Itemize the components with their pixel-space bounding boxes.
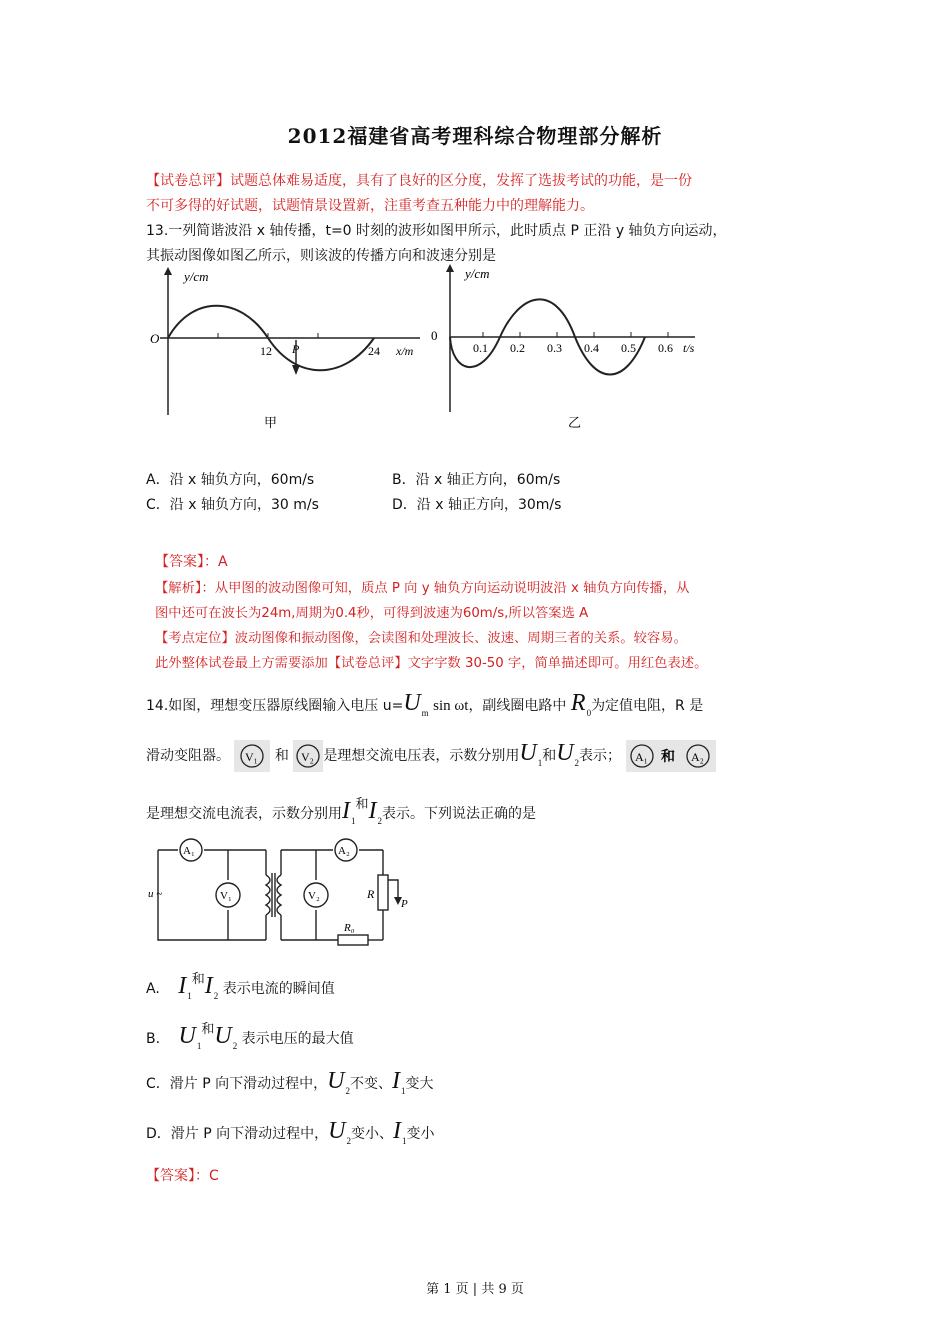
q13-stem-1: 13.一列简谐波沿 x 轴传播，t=0 时刻的波形如图甲所示，此时质点 P 正沿 y 轴负方向运动，: [146, 223, 727, 239]
wave-xunit: x/m: [396, 344, 414, 358]
summary-line-1: 【试卷总评】试题总体难易适度，具有了良好的区分度，发挥了选拔考试的功能，是一份: [146, 173, 692, 189]
wave-caption: 甲: [264, 415, 278, 430]
q14-option-d: D．滑片 P 向下滑动过程中，$U_2$变小、$I_1$变小: [146, 1118, 435, 1146]
u2-symbol: $U_2$: [556, 740, 580, 768]
q14-answer: 【答案】：C: [146, 1168, 219, 1184]
wave-tick-12: 12: [260, 344, 272, 358]
q14-option-c: C．滑片 P 向下滑动过程中，$U_2$不变、$I_1$变大: [146, 1068, 434, 1096]
wave-point-p: P: [292, 342, 300, 356]
q14-stem-1: 14.如图，理想变压器原线圈输入电压 $u=U_m$ sin ωt，副线圈电路中 $R_0$为定值电阻，R 是: [146, 690, 704, 718]
vib-tick-3: 0.3: [547, 341, 562, 355]
q13-option-c: C．沿 x 轴负方向，30 m/s: [146, 497, 319, 513]
q13-option-a: A．沿 x 轴负方向，60m/s: [146, 472, 315, 488]
page-footer: 第 1 页 | 共 9 页: [426, 1282, 524, 1297]
wave-origin: O: [150, 331, 160, 346]
voltmeter-v1-icon: [234, 740, 270, 772]
i1-symbol: $I_1$: [342, 798, 356, 826]
q14-option-b: B. $U_1$和$U_2$ 表示电压的最大值: [146, 1022, 354, 1051]
q13-stem-2: 其振动图像如图乙所示，则该波的传播方向和波速分别是: [146, 248, 496, 264]
summary-line-2: 不可多得的好试题，试题情景设置新，注重考查五种能力中的理解能力。: [146, 198, 594, 214]
circuit-v1: V₁: [220, 890, 232, 902]
circuit-v2: V₂: [308, 890, 320, 902]
q14-stem-2: 滑动变阻器。 V₁ 和 V₂ 是理想交流电压表，示数分别用$U_1$和$U_2$表示； A₁ 和 A₂: [146, 740, 716, 772]
q13-answer: 【答案】：A: [155, 554, 228, 570]
vib-origin: 0: [431, 328, 438, 343]
i2-symbol: $I_2$: [368, 798, 383, 826]
vib-ylabel: y/cm: [465, 266, 490, 281]
q13-key-point-2: 此外整体试卷最上方需要添加【试卷总评】文字字数 30-50 字，简单描述即可。用红色表述。: [155, 656, 708, 671]
vibration-graph: [425, 262, 705, 437]
sin-wt: sin ωt: [433, 698, 469, 714]
wave-ylabel: y/cm: [184, 269, 209, 284]
vib-caption: 乙: [568, 415, 582, 430]
svg-text:A₂: A₂: [690, 750, 704, 764]
q13-option-d: D．沿 x 轴正方向，30m/s: [392, 497, 562, 513]
vib-tick-2: 0.2: [510, 341, 525, 355]
q13-analysis-1: 【解析】：从甲图的波动图像可知，质点 P 向 y 轴负方向运动说明波沿 x 轴负方向传播，从: [155, 581, 690, 596]
ammeters-a1-a2-icon: [626, 740, 716, 772]
svg-text:A₁: A₁: [634, 750, 648, 764]
wave-tick-24: 24: [368, 344, 380, 358]
circuit-p: P: [401, 898, 408, 910]
vib-tick-5: 0.5: [621, 341, 636, 355]
circuit-r: R: [367, 887, 375, 901]
r0-symbol: $R_0$: [570, 690, 592, 718]
circuit-a1: A₁: [183, 845, 195, 857]
vib-tick-4: 0.4: [584, 341, 599, 355]
q14-stem-3: 是理想交流电流表，示数分别用$I_1$和$I_2$表示。下列说法正确的是: [146, 797, 537, 826]
svg-text:V₂: V₂: [301, 750, 315, 764]
wave-graph: [140, 265, 430, 435]
circuit-a2: A₂: [338, 845, 350, 857]
transformer-circuit: [148, 835, 413, 950]
page-title: 2012福建省高考理科综合物理部分解析: [287, 124, 663, 148]
q13-analysis-2: 图中还可在波长为24m,周期为0.4秒，可得到波速为60m/s,所以答案选 A: [155, 606, 589, 621]
svg-text:V₁: V₁: [245, 750, 259, 764]
circuit-u: u ~: [148, 888, 163, 900]
svg-text:和: 和: [660, 750, 675, 765]
vib-tick-1: 0.1: [473, 341, 488, 355]
u1-symbol: $U_1$: [519, 740, 543, 768]
q13-key-point-1: 【考点定位】波动图像和振动图像，会读图和处理波长、波速、周期三者的关系。较容易。: [155, 631, 687, 646]
um-symbol: $U_m$: [403, 690, 429, 718]
voltmeter-v2-icon: [293, 740, 323, 772]
vib-tick-6: 0.6: [658, 341, 673, 355]
q14-option-a: A. $I_1$和$I_2$ 表示电流的瞬间值: [146, 972, 335, 1001]
circuit-r0: R₀: [344, 922, 355, 934]
vib-xunit: t/s: [683, 341, 695, 355]
q13-option-b: B．沿 x 轴正方向，60m/s: [392, 472, 561, 488]
